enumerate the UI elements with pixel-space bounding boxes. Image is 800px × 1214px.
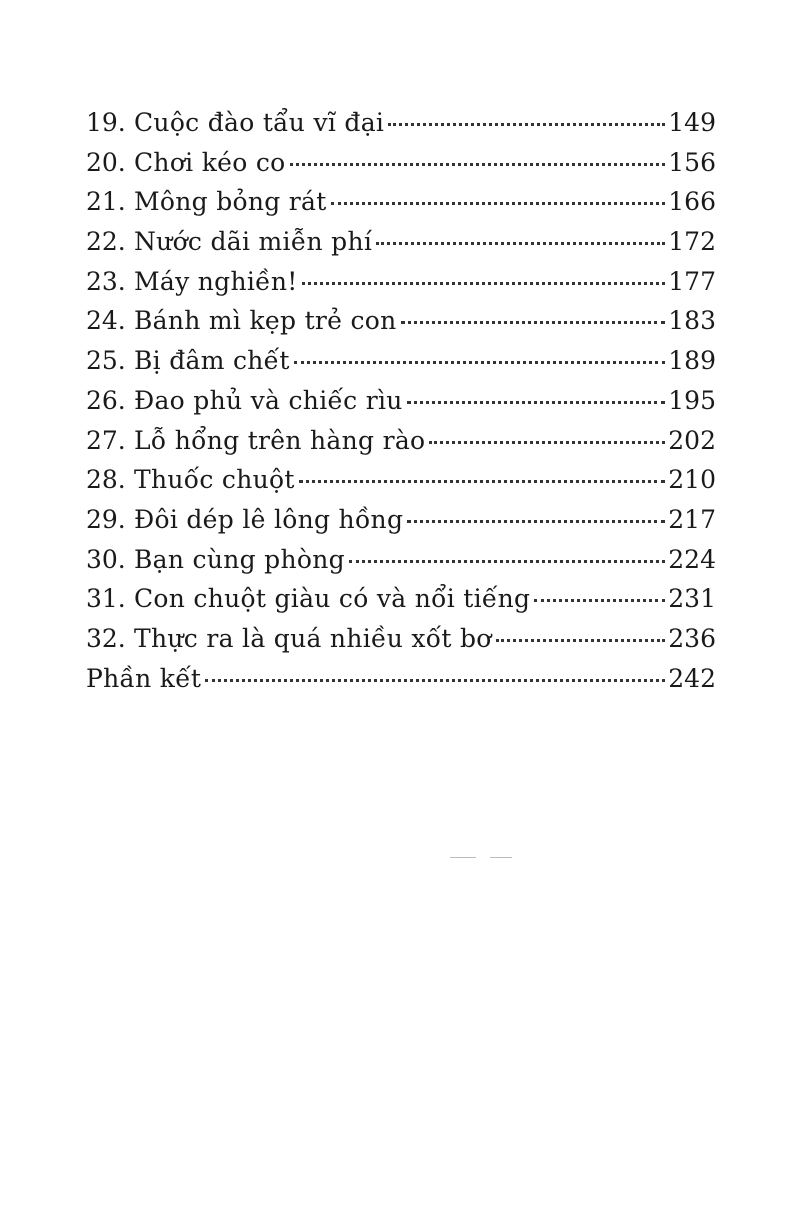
toc-entry-number: 29. [86, 504, 126, 534]
toc-entry-title: Thực ra là quá nhiều xốt bơ [134, 623, 492, 653]
toc-entry-21 [86, 182, 716, 222]
toc-entry-page: 166 [668, 187, 716, 217]
toc-entry-page: 183 [668, 306, 716, 336]
toc-entry-number: 20. [86, 147, 126, 177]
toc-entry-title: Con chuột giàu có và nổi tiếng [134, 584, 531, 614]
toc-entry-title: Đao phủ và chiếc rìu [134, 385, 403, 415]
toc-entry-page: 217 [668, 504, 716, 534]
toc-entry-26 [86, 381, 716, 421]
toc-epilogue-title: Phần kết [86, 663, 202, 693]
toc-entry-30 [86, 540, 716, 580]
toc-entry-number: 30. [86, 544, 126, 574]
toc-entry-number: 31. [86, 584, 126, 614]
toc-entry-page: 231 [668, 584, 716, 614]
toc-entry-23 [86, 262, 716, 302]
toc-entry-25 [86, 341, 716, 381]
toc-entry-number: 27. [86, 425, 126, 455]
toc-entry-number: 21. [86, 187, 126, 217]
toc-entry-number: 26. [86, 385, 126, 415]
toc-dot-leader [376, 242, 665, 245]
toc-dot-leader [331, 202, 666, 205]
toc-entry-title: Mông bỏng rát [134, 187, 327, 217]
toc-dot-leader [534, 599, 665, 602]
scan-speck [490, 857, 512, 858]
toc-entry-title: Máy nghiền! [134, 266, 298, 296]
toc-dot-leader [429, 441, 665, 444]
toc-entry-title: Nước dãi miễn phí [134, 227, 373, 257]
toc-dot-leader [401, 321, 666, 324]
toc-entry-title: Bị đâm chết [134, 346, 290, 376]
toc-dot-leader [349, 560, 665, 563]
toc-entry-29 [86, 500, 716, 540]
toc-entry-32 [86, 619, 716, 659]
toc-entry-31 [86, 579, 716, 619]
toc-entry-number: 25. [86, 346, 126, 376]
toc-entry-title: Lỗ hổng trên hàng rào [134, 425, 426, 455]
toc-entry-number: 28. [86, 465, 126, 495]
toc-entry-title: Bạn cùng phòng [134, 544, 345, 574]
toc-dot-leader [205, 679, 665, 682]
toc-entry-page: 195 [668, 385, 716, 415]
toc-entry-27 [86, 421, 716, 461]
toc-entry-page: 189 [668, 346, 716, 376]
toc-entry-number: 22. [86, 227, 126, 257]
toc-entry-page: 224 [668, 544, 716, 574]
toc-entry-22 [86, 222, 716, 262]
toc-entry-24 [86, 301, 716, 341]
toc-entry-title: Thuốc chuột [134, 465, 295, 495]
toc-entry-28 [86, 460, 716, 500]
toc-entry-page: 236 [668, 623, 716, 653]
toc-entry-number: 23. [86, 266, 126, 296]
toc-dot-leader [294, 361, 666, 364]
toc-dot-leader [388, 123, 665, 126]
toc-entry-page: 149 [668, 108, 716, 137]
toc-dot-leader [496, 639, 666, 642]
toc-entry-page: 210 [668, 465, 716, 495]
toc-entry-number: 24. [86, 306, 126, 336]
toc-epilogue-page: 242 [668, 663, 716, 693]
scan-speck [450, 857, 476, 858]
toc-entry-page: 202 [668, 425, 716, 455]
toc-entry-19 [86, 103, 716, 143]
toc-entry-page: 156 [668, 147, 716, 177]
toc-dot-leader [299, 480, 666, 483]
toc-entry-title: Bánh mì kẹp trẻ con [134, 306, 397, 336]
toc-dot-leader [407, 401, 666, 404]
toc-entry-title: Cuộc đào tẩu vĩ đại [134, 108, 385, 137]
toc-entry-epilogue [86, 659, 716, 699]
toc-entry-page: 177 [668, 266, 716, 296]
toc-entry-title: Chơi kéo co [134, 147, 286, 177]
toc-entry-page: 172 [668, 227, 716, 257]
toc-entry-number: 32. [86, 623, 126, 653]
table-of-contents [86, 103, 716, 698]
toc-entry-20 [86, 143, 716, 183]
toc-entry-number: 19. [86, 108, 126, 137]
toc-entry-title: Đôi dép lê lông hồng [134, 504, 404, 534]
toc-dot-leader [302, 282, 666, 285]
toc-dot-leader [407, 520, 665, 523]
toc-dot-leader [290, 163, 666, 166]
